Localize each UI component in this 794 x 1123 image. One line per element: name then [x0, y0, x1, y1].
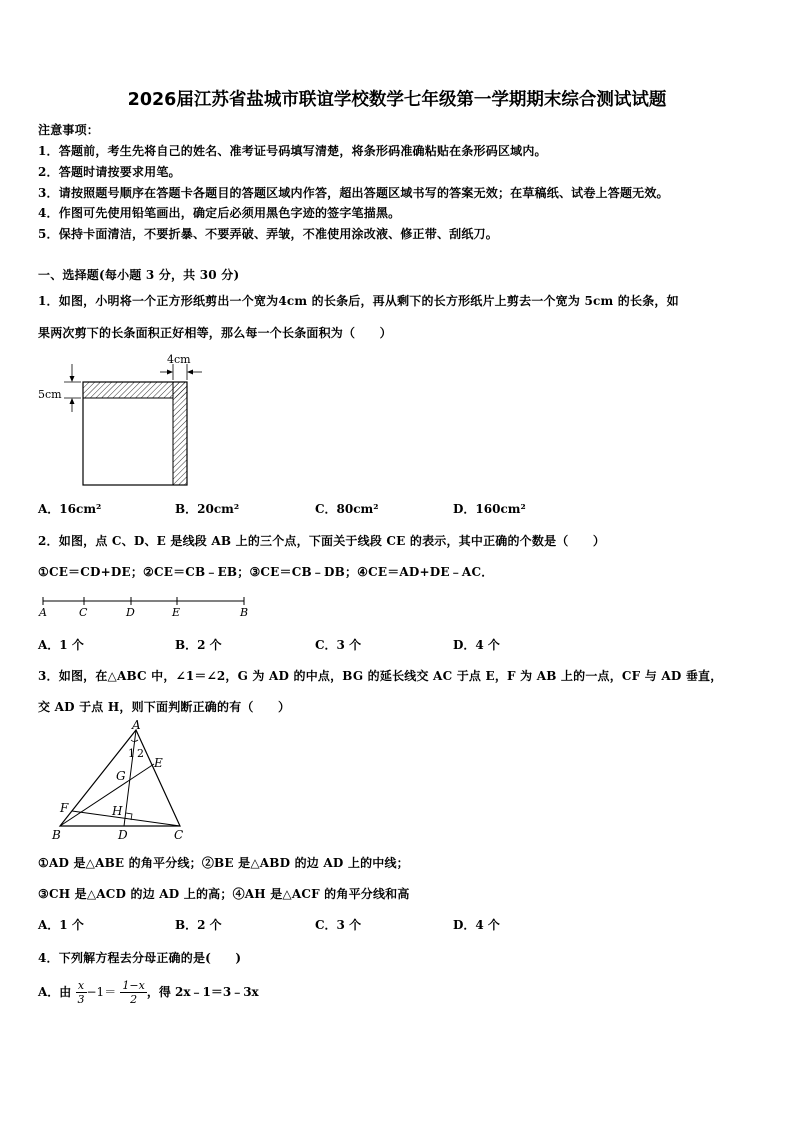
q3-label-c: C	[174, 828, 184, 842]
q2-option-a: A．1 个	[38, 638, 84, 652]
q2-option-b: B．2 个	[175, 638, 222, 652]
q1-option-a: A．16cm²	[38, 502, 102, 516]
q3-label-h: H	[112, 804, 123, 818]
q3-option-a: A．1 个	[38, 918, 84, 932]
q2-text-line1: 2．如图，点 C、D、E 是线段 AB 上的三个点，下面关于线段 CE 的表示，其中正确的个数是（ ）	[38, 534, 606, 548]
q2-line-figure	[36, 592, 256, 620]
q1-option-d: D．160cm²	[453, 502, 526, 516]
q2-point-d: D	[126, 606, 135, 619]
q3-option-d: D．4 个	[453, 918, 500, 932]
q4-fraction-2	[120, 979, 146, 1006]
q4-fraction-1-denominator: 3	[77, 993, 85, 1006]
q1-text-line2: 果两次剪下的长条面积正好相等，那么每一个长条面积为（ ）	[38, 326, 392, 340]
q3-statements-1-2: ①AD 是△ABE 的角平分线；②BE 是△ABD 的边 AD 上的中线；	[38, 856, 409, 870]
q1-label-4cm: 4cm	[167, 353, 191, 366]
q4-option-a	[38, 972, 259, 1012]
q2-statements: ①CE＝CD+DE；②CE＝CB﹣EB；③CE＝CB﹣DB；④CE＝AD+DE﹣AC．	[38, 565, 494, 579]
q2-point-c: C	[79, 606, 88, 619]
q2-point-b: B	[240, 606, 249, 619]
notice-item-3: 3．请按照题号顺序在答题卡各题目的答题区域内作答，超出答题区域书写的答案无效；在草稿纸、试卷上答题无效。	[38, 186, 669, 200]
page-title: 2026届江苏省盐城市联谊学校数学七年级第一学期期末综合测试试题	[127, 90, 667, 110]
q3-label-d: D	[118, 828, 128, 842]
q4-option-a-suffix: ，得 2x﹣1＝3﹣3x	[146, 985, 259, 999]
q1-label-5cm: 5cm	[38, 388, 62, 401]
notice-item-1: 1．答题前，考生先将自己的姓名、准考证号码填写清楚，将条形码准确粘贴在条形码区域内。	[38, 144, 547, 158]
q1-square-figure	[36, 350, 216, 490]
q3-label-e: E	[154, 756, 163, 770]
q3-label-b: B	[52, 828, 61, 842]
q4-option-a-middle: −1＝	[86, 985, 117, 999]
q1-text-line1: 1．如图，小明将一个正方形纸剪出一个宽为4cm 的长条后，再从剩下的长方形纸片上剪去一个宽为 5cm 的长条，如	[38, 294, 679, 308]
section-heading: 一、选择题(每小题 3 分，共 30 分)	[38, 268, 240, 282]
q3-option-b: B．2 个	[175, 918, 222, 932]
q4-fraction-2-denominator: 2	[130, 993, 138, 1006]
q4-fraction-2-numerator: 1−x	[122, 979, 145, 992]
q3-label-a: A	[132, 718, 141, 732]
q1-option-c: C．80cm²	[315, 502, 379, 516]
q3-triangle-figure	[46, 716, 206, 844]
notice-item-4: 4．作图可先使用铅笔画出，确定后必须用黑色字迹的签字笔描黑。	[38, 206, 401, 220]
q3-statements-3-4: ③CH 是△ACD 的边 AD 上的高；④AH 是△ACF 的角平分线和高	[38, 887, 410, 901]
q4-text: 4．下列解方程去分母正确的是( )	[38, 951, 242, 965]
q3-text-line1: 3．如图，在△ABC 中，∠1＝∠2，G 为 AD 的中点，BG 的延长线交 AC 于点 E，F 为 AB 上的一点，CF 与 AD 垂直，	[38, 669, 723, 683]
q3-option-c: C．3 个	[315, 918, 362, 932]
notice-item-5: 5．保持卡面清洁，不要折暴、不要弄破、弄皱，不准使用涂改液、修正带、刮纸刀。	[38, 227, 498, 241]
q3-label-angle1: 1	[128, 747, 135, 760]
q4-fraction-1	[76, 979, 87, 1006]
notice-heading: 注意事项：	[38, 123, 100, 137]
q4-fraction-1-numerator: x	[76, 979, 87, 993]
q3-label-angle2: 2	[137, 747, 144, 760]
q3-text-line2: 交 AD 于点 H，则下面判断正确的有（ ）	[38, 700, 291, 714]
q2-point-e: E	[172, 606, 181, 619]
q3-label-f: F	[60, 801, 69, 815]
q2-option-d: D．4 个	[453, 638, 500, 652]
q4-option-a-prefix: A．由	[38, 985, 72, 999]
notice-item-2: 2．答题时请按要求用笔。	[38, 165, 181, 179]
q3-label-g: G	[116, 769, 126, 783]
q2-point-a: A	[39, 606, 47, 619]
q2-option-c: C．3 个	[315, 638, 362, 652]
q1-option-b: B．20cm²	[175, 502, 240, 516]
